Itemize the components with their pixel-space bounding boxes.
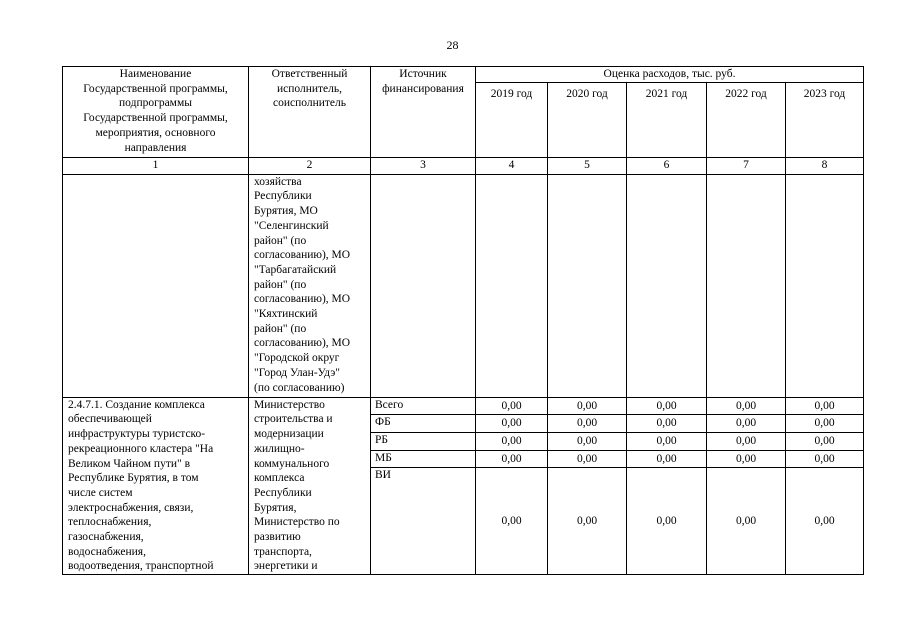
header-expenses: Оценка расходов, тыс. руб. <box>476 67 864 83</box>
funding-source: ФБ <box>371 415 476 433</box>
expense-value: 0,00 <box>707 450 786 468</box>
header-year: 2023 год <box>786 82 864 157</box>
page-number: 28 <box>446 38 459 52</box>
expense-value: 0,00 <box>786 450 864 468</box>
expense-value: 0,00 <box>476 468 548 575</box>
expense-value: 0,00 <box>476 397 548 415</box>
expense-value: 0,00 <box>786 397 864 415</box>
measure-name: 2.4.7.1. Создание комплекса обеспечивающей инфраструктуры туристско- рекреационного кластера "На Великом Чайном пути" в Республике Бурятия, в том числе систем электроснабжения, связи, теплоснабжения, газоснабжения, водоснабжения, водоотведения, транспортной <box>63 397 249 574</box>
expense-value: 0,00 <box>548 432 627 450</box>
expense-value: 0,00 <box>476 450 548 468</box>
column-number: 4 <box>476 157 548 174</box>
column-number: 1 <box>63 157 249 174</box>
expense-value: 0,00 <box>476 415 548 433</box>
funding-row-total <box>63 397 864 415</box>
header-source: Источник финансирования <box>371 67 476 158</box>
column-number: 3 <box>371 157 476 174</box>
expense-value: 0,00 <box>627 468 707 575</box>
expense-value: 0,00 <box>548 415 627 433</box>
header-year: 2020 год <box>548 82 627 157</box>
continuation-executor: хозяйства Республики Бурятия, МО "Селенгинский район" (по согласованию), МО "Тарбагатайский район" (по согласованию), МО "Кяхтинский район" (по согласованию), МО "Городской округ "Город Улан-Удэ" (по согласованию) <box>249 174 371 397</box>
expense-value: 0,00 <box>707 432 786 450</box>
expense-value: 0,00 <box>548 468 627 575</box>
column-number: 2 <box>249 157 371 174</box>
expense-value: 0,00 <box>548 397 627 415</box>
continuation-name-cell <box>63 174 249 397</box>
continuation-row <box>63 174 864 397</box>
expense-value: 0,00 <box>786 415 864 433</box>
funding-source: ВИ <box>371 468 476 575</box>
column-number: 7 <box>707 157 786 174</box>
expense-value: 0,00 <box>627 397 707 415</box>
column-number-row <box>63 157 864 174</box>
empty-cell <box>786 174 864 397</box>
measure-executor: Министерство строительства и модернизации жилищно- коммунального комплекса Республики Бурятия, Министерство по развитию транспорта, энергетики и <box>249 397 371 574</box>
funding-source: МБ <box>371 450 476 468</box>
empty-cell <box>476 174 548 397</box>
header-year: 2019 год <box>476 82 548 157</box>
budget-table <box>62 66 864 575</box>
empty-cell <box>627 174 707 397</box>
column-number: 6 <box>627 157 707 174</box>
funding-source: РБ <box>371 432 476 450</box>
expense-value: 0,00 <box>786 468 864 575</box>
header-year: 2021 год <box>627 82 707 157</box>
empty-cell <box>548 174 627 397</box>
expense-value: 0,00 <box>707 415 786 433</box>
header-executor: Ответственный исполнитель, соисполнитель <box>249 67 371 158</box>
header-year: 2022 год <box>707 82 786 157</box>
expense-value: 0,00 <box>627 432 707 450</box>
column-number: 8 <box>786 157 864 174</box>
expense-value: 0,00 <box>707 468 786 575</box>
empty-cell <box>707 174 786 397</box>
header-name: Наименование Государственной программы, подпрограммы Государственной программы, мероприятия, основного направления <box>63 67 249 158</box>
expense-value: 0,00 <box>548 450 627 468</box>
expense-value: 0,00 <box>627 415 707 433</box>
expense-value: 0,00 <box>786 432 864 450</box>
header-row <box>63 67 864 83</box>
empty-cell <box>371 174 476 397</box>
expense-value: 0,00 <box>707 397 786 415</box>
funding-source: Всего <box>371 397 476 415</box>
column-number: 5 <box>548 157 627 174</box>
expense-value: 0,00 <box>476 432 548 450</box>
expense-value: 0,00 <box>627 450 707 468</box>
